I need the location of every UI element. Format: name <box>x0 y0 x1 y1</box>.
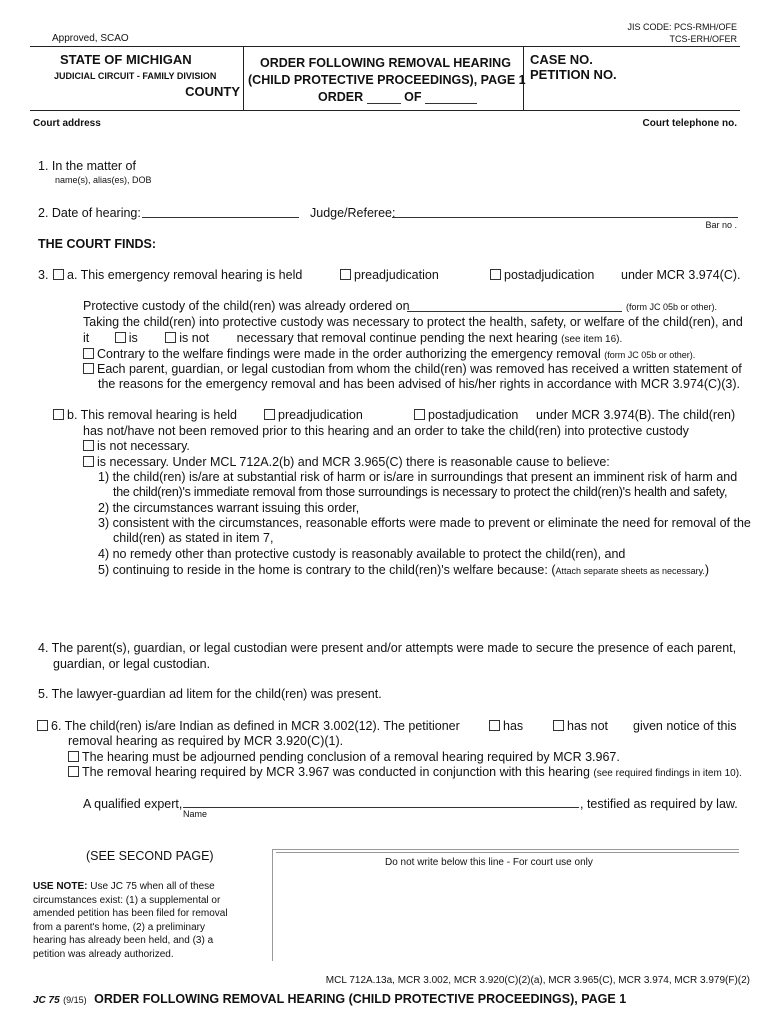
court-phone-label: Court telephone no. <box>642 118 737 129</box>
qualified-expert-label: A qualified expert, <box>83 797 183 811</box>
item-3b-preadjudication-checkbox[interactable] <box>264 409 275 420</box>
jis-code-1: JIS CODE: PCS-RMH/OFE <box>627 22 737 32</box>
contrary-welfare-checkbox[interactable] <box>83 348 94 359</box>
item-6-given-notice: given notice of this <box>633 719 737 733</box>
form-title-line-3: ORDER OF <box>318 90 477 104</box>
it-is-checkbox[interactable] <box>115 332 126 343</box>
use-note: USE NOTE: Use JC 75 when all of these circumstances exist: (1) a supplemental or amended petition has been filed for removal from a parent's home, (2) a preliminary hearing has already been held, and (3) a petition was already authorized. <box>33 881 228 960</box>
written-statement-checkbox[interactable] <box>83 363 94 374</box>
header-top-rule <box>30 46 740 47</box>
item-3b-rule: under MCR 3.974(B). The child(ren) <box>536 408 736 422</box>
petition-no-label: PETITION NO. <box>530 67 617 82</box>
hearing-adjourned-row: The hearing must be adjourned pending conclusion of a removal hearing required by MCR 3.967. <box>68 750 620 764</box>
item-3b-postadjudication-option: postadjudication <box>414 408 518 422</box>
reason-5: 5) continuing to reside in the home is contrary to the child(ren)'s welfare because: (Attach separate sheets as necessary.) <box>98 563 710 577</box>
item-1-label: 1. In the matter of <box>38 159 136 173</box>
custody-ordered-date-field[interactable] <box>407 311 622 312</box>
item-3a-preadjudication-checkbox[interactable] <box>340 269 351 280</box>
reason-3-line-2: child(ren) as stated in item 7, <box>113 531 274 545</box>
reason-3-line-1: 3) consistent with the circumstances, reasonable efforts were made to prevent or eliminate the need for removal of the <box>98 516 751 530</box>
custody-not-necessary-row: is not necessary. <box>83 439 190 453</box>
case-no-label: CASE NO. <box>530 52 593 67</box>
item-6-line-2: removal hearing as required by MCR 3.920(C)(1). <box>68 734 344 748</box>
petitioner-has-option: has <box>489 719 523 733</box>
contrary-welfare-row: Contrary to the welfare findings were made in the order authorizing the emergency removal (form JC 05b or other). <box>83 347 695 361</box>
item-3b-postadjudication-checkbox[interactable] <box>414 409 425 420</box>
order-of-field[interactable] <box>425 92 477 104</box>
item-1-sublabel: name(s), alias(es), DOB <box>55 175 152 185</box>
circuit-label: JUDICIAL CIRCUIT - FAMILY DIVISION <box>54 71 217 81</box>
item-3a-checkbox[interactable] <box>53 269 64 280</box>
item-3b-row: b. This removal hearing is held <box>53 408 237 422</box>
reason-1-line-1: 1) the child(ren) is/are at substantial risk of harm or is/are in surroundings that present an imminent risk of harm and <box>98 470 738 484</box>
item-3a-label: a. This emergency removal hearing is held <box>67 268 303 282</box>
judge-referee-field[interactable] <box>392 217 738 218</box>
order-number-field[interactable] <box>367 92 401 104</box>
petitioner-has-not-checkbox[interactable] <box>553 720 564 731</box>
custody-form-note: (form JC 05b or other). <box>626 302 718 312</box>
form-footer <box>33 992 626 1006</box>
continue-removal-row: it is is not necessary that removal continue pending the next hearing (see item 16). <box>83 331 623 345</box>
hearing-date-field[interactable] <box>142 217 299 218</box>
hearing-adjourned-checkbox[interactable] <box>68 751 79 762</box>
header-bottom-rule <box>30 110 740 111</box>
court-address-label: Court address <box>33 118 101 129</box>
item-3-number: 3. <box>38 268 49 282</box>
court-finds-heading: THE COURT FINDS: <box>38 237 157 251</box>
conducted-in-conjunction-row: The removal hearing required by MCR 3.967 was conducted in conjunction with this hearing (see required findings in item 10). <box>68 765 742 779</box>
bar-no-label: Bar no . <box>705 220 737 230</box>
form-title-line-1: ORDER FOLLOWING REMOVAL HEARING <box>260 56 511 70</box>
taking-custody-text: Taking the child(ren) into protective custody was necessary to protect the health, safety, or welfare of the child(ren), and <box>83 315 743 329</box>
form-footer-title: ORDER FOLLOWING REMOVAL HEARING (CHILD PROTECTIVE PROCEEDINGS), PAGE 1 <box>94 992 627 1006</box>
approved-text: Approved, SCAO <box>52 33 129 44</box>
item-6-checkbox[interactable] <box>37 720 48 731</box>
expert-name-field[interactable] <box>183 807 579 808</box>
form-date: (9/15) <box>63 995 87 1005</box>
state-label: STATE OF MICHIGAN <box>60 52 192 67</box>
form-title-line-2: (CHILD PROTECTIVE PROCEEDINGS), PAGE 1 <box>248 73 526 87</box>
jis-code-2: TCS-ERH/OFER <box>669 34 737 44</box>
item-3a-preadjudication-option: preadjudication <box>340 268 439 282</box>
court-use-left-border <box>272 849 273 961</box>
judge-referee-label: Judge/Referee: <box>310 206 396 220</box>
court-use-only-note: Do not write below this line - For court use only <box>385 857 593 868</box>
custody-not-necessary-checkbox[interactable] <box>83 440 94 451</box>
legal-citations: MCL 712A.13a, MCR 3.002, MCR 3.920(C)(2)(a), MCR 3.965(C), MCR 3.974, MCR 3.979(F)(2) <box>325 975 750 986</box>
written-statement-row: Each parent, guardian, or legal custodian from whom the child(ren) was removed has received a written statement of <box>83 362 742 376</box>
reason-4: 4) no remedy other than protective custody is reasonably available to protect the child(ren), and <box>98 547 626 561</box>
written-statement-line-2: the reasons for the emergency removal and has been advised of his/her rights in accordance with MCR 3.974(C)(3). <box>98 377 740 391</box>
petitioner-has-not-option: has not <box>553 719 608 733</box>
county-label: COUNTY <box>185 84 240 99</box>
item-3a-row <box>53 268 302 282</box>
item-5: 5. The lawyer-guardian ad litem for the child(ren) was present. <box>38 687 382 701</box>
expert-name-caption: Name <box>183 809 208 819</box>
item-3a-rule: under MCR 3.974(C). <box>621 268 741 282</box>
item-3b-checkbox[interactable] <box>53 409 64 420</box>
item-6-row: 6. The child(ren) is/are Indian as defined in MCR 3.002(12). The petitioner <box>37 719 460 733</box>
court-use-top-border <box>272 849 739 850</box>
form-id: JC 75 <box>33 995 60 1006</box>
conducted-in-conjunction-checkbox[interactable] <box>68 766 79 777</box>
item-3b-preadjudication-option: preadjudication <box>264 408 363 422</box>
item-4-line-1: 4. The parent(s), guardian, or legal custodian were present and/or attempts were made to secure the presence of each parent, <box>38 641 737 655</box>
header-divider-1 <box>243 46 244 110</box>
custody-necessary-row: is necessary. Under MCL 712A.2(b) and MCR 3.965(C) there is reasonable cause to believe: <box>83 455 610 469</box>
item-4-line-2: guardian, or legal custodian. <box>53 657 211 671</box>
reason-1-line-2: the child(ren)'s immediate removal from those surroundings is necessary to protect the child(ren)'s health and safety, <box>113 485 728 499</box>
item-2-date-label: 2. Date of hearing: <box>38 206 141 220</box>
item-3b-line-2: has not/have not been removed prior to this hearing and an order to take the child(ren) into protective custody <box>83 424 689 438</box>
item-3a-postadjudication-checkbox[interactable] <box>490 269 501 280</box>
custody-ordered-label: Protective custody of the child(ren) was already ordered on <box>83 299 410 313</box>
petitioner-has-checkbox[interactable] <box>489 720 500 731</box>
see-second-page: (SEE SECOND PAGE) <box>86 849 214 863</box>
reason-2: 2) the circumstances warrant issuing this order, <box>98 501 360 515</box>
testified-text: , testified as required by law. <box>580 797 738 811</box>
court-use-top-border-inner <box>276 852 739 853</box>
custody-necessary-checkbox[interactable] <box>83 456 94 467</box>
it-is-not-checkbox[interactable] <box>165 332 176 343</box>
item-3a-postadjudication-option: postadjudication <box>490 268 594 282</box>
